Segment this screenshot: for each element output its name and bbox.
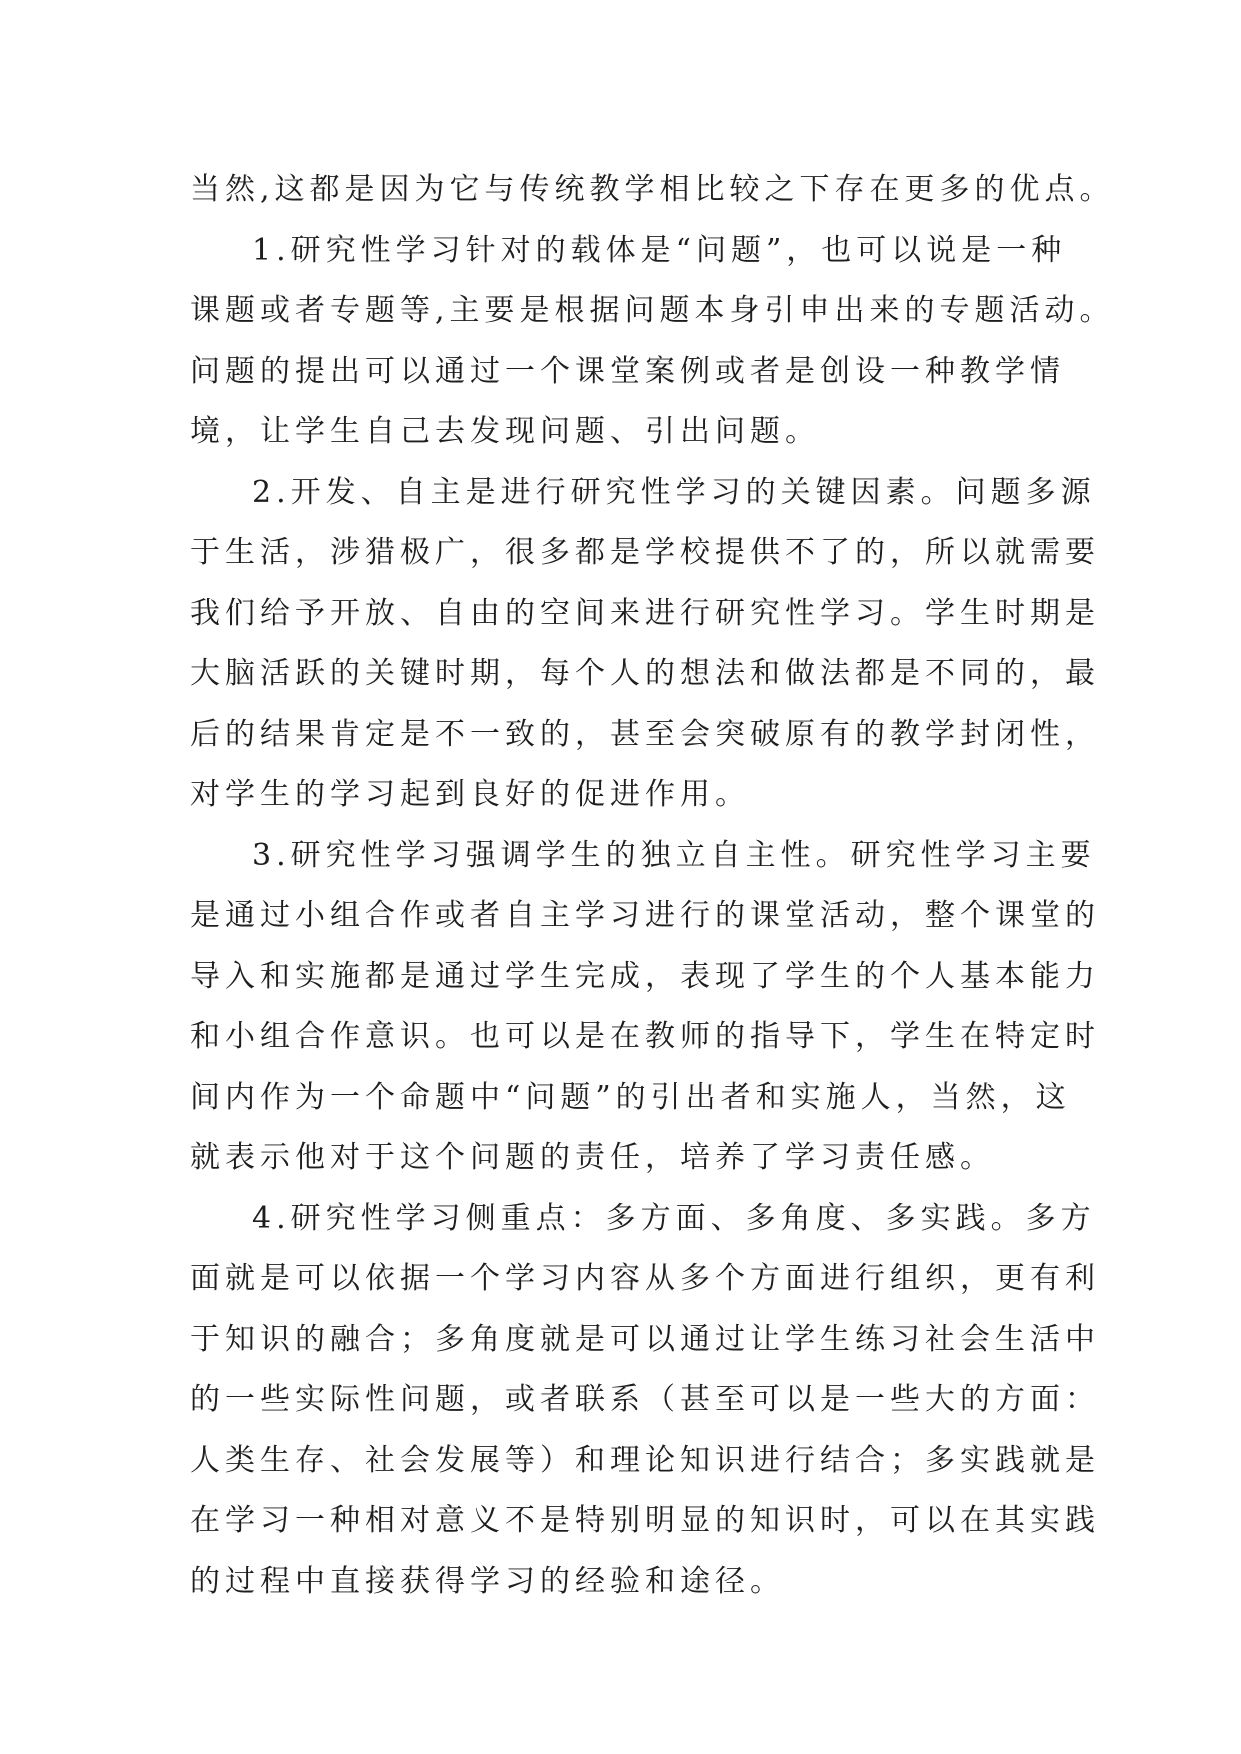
text-line: 大脑活跃的关键时期，每个人的想法和做法都是不同的，最 bbox=[190, 656, 1100, 691]
text-line: 后的结果肯定是不一致的，甚至会突破原有的教学封闭性， bbox=[190, 716, 1100, 752]
text-line: 我们给予开放、自由的空间来进行研究性学习。学生时期是 bbox=[190, 595, 1100, 631]
text-line: 间内作为一个命题中“问题”的引出者和实施人，当然，这 bbox=[190, 1079, 1071, 1115]
text-line: 就表示他对于这个问题的责任，培养了学习责任感。 bbox=[190, 1140, 995, 1175]
text-line: 是通过小组合作或者自主学习进行的课堂活动，整个课堂的 bbox=[190, 898, 1100, 933]
text-line: 对学生的学习起到良好的促进作用。 bbox=[190, 777, 750, 812]
text-line: 于生活，涉猎极广，很多都是学校提供不了的，所以就需要 bbox=[190, 535, 1100, 570]
text-line: 2.开发、自主是进行研究性学习的关键因素。问题多源 bbox=[252, 474, 1096, 510]
text-line: 4.研究性学习侧重点：多方面、多角度、多实践。多方 bbox=[252, 1200, 1096, 1236]
text-line: 问题的提出可以通过一个课堂案例或者是创设一种教学情 bbox=[190, 353, 1065, 389]
text-line: 的一些实际性问题，或者联系（甚至可以是一些大的方面： bbox=[190, 1382, 1100, 1417]
document-body bbox=[190, 160, 1115, 1612]
text-line: 境，让学生自己去发现问题、引出问题。 bbox=[190, 414, 820, 449]
text-line: 的过程中直接获得学习的经验和途径。 bbox=[190, 1563, 785, 1599]
text-line: 和小组合作意识。也可以是在教师的指导下，学生在特定时 bbox=[190, 1019, 1100, 1054]
text-line: 在学习一种相对意义不是特别明显的知识时，可以在其实践 bbox=[190, 1503, 1100, 1538]
text-line: 导入和实施都是通过学生完成，表现了学生的个人基本能力 bbox=[190, 958, 1100, 994]
text-line: 面就是可以依据一个学习内容从多个方面进行组织，更有利 bbox=[190, 1261, 1100, 1296]
text-line: 1.研究性学习针对的载体是“问题”，也可以说是一种 bbox=[252, 232, 1067, 268]
text-line: 人类生存、社会发展等）和理论知识进行结合；多实践就是 bbox=[190, 1442, 1100, 1478]
text-line: 于知识的融合；多角度就是可以通过让学生练习社会生活中 bbox=[190, 1321, 1100, 1357]
text-line: 课题或者专题等,主要是根据问题本身引申出来的专题活动。 bbox=[190, 293, 1115, 328]
text-line: 3.研究性学习强调学生的独立自主性。研究性学习主要 bbox=[252, 837, 1096, 873]
text-line: 当然,这都是因为它与传统教学相比较之下存在更多的优点。 bbox=[190, 172, 1115, 207]
